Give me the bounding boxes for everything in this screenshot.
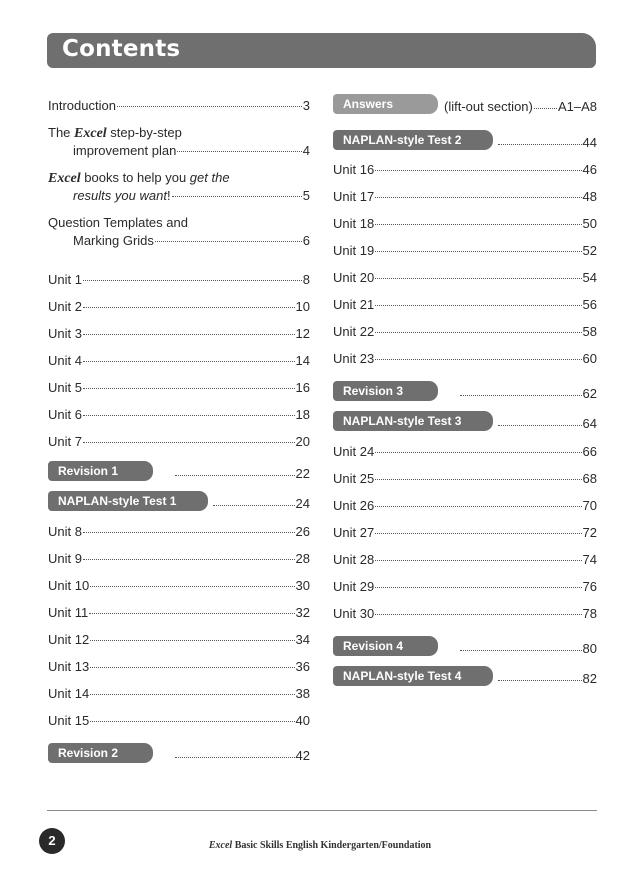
toc-entry-unit[interactable]: Unit 22 58: [333, 324, 597, 339]
toc-entry-unit[interactable]: Unit 25 68: [333, 471, 597, 486]
revision-tab: Revision 1: [48, 461, 153, 481]
footer-divider: [47, 810, 597, 811]
dot-leader: [460, 395, 582, 396]
dot-leader: [83, 280, 302, 281]
toc-entry-unit[interactable]: Unit 3 12: [48, 326, 310, 341]
dot-leader: [375, 452, 581, 453]
dot-leader: [375, 224, 581, 225]
toc-entry-unit[interactable]: Unit 6 18: [48, 407, 310, 422]
excel-brand: Excel: [208, 840, 233, 851]
contents-banner: [47, 33, 596, 68]
dot-leader: [90, 667, 294, 668]
dot-leader: [177, 151, 301, 152]
dot-leader: [375, 560, 581, 561]
excel-brand: Excel: [74, 126, 107, 141]
dot-leader: [90, 721, 294, 722]
dot-leader: [375, 332, 581, 333]
toc-entry-unit[interactable]: Unit 26 70: [333, 498, 597, 513]
toc-entry-unit[interactable]: Unit 4 14: [48, 353, 310, 368]
toc-entry-unit[interactable]: Unit 7 20: [48, 434, 310, 449]
toc-entry-revision-1[interactable]: Revision 1 22: [48, 461, 310, 481]
toc-entry-unit[interactable]: Unit 14 38: [48, 686, 310, 701]
naplan-tab: NAPLAN-style Test 1: [48, 491, 208, 511]
toc-entry-introduction[interactable]: Introduction 3: [48, 98, 310, 113]
excel-brand: Excel: [48, 171, 81, 186]
dot-leader: [83, 388, 295, 389]
toc-entry-naplan-3[interactable]: NAPLAN-style Test 3 64: [333, 411, 597, 431]
dot-leader: [117, 106, 302, 107]
toc-entry-unit[interactable]: Unit 20 54: [333, 270, 597, 285]
dot-leader: [375, 359, 581, 360]
dot-leader: [375, 170, 581, 171]
toc-entry-revision-4[interactable]: Revision 4 80: [333, 636, 597, 656]
dot-leader: [498, 680, 582, 681]
dot-leader: [460, 650, 582, 651]
dot-leader: [375, 197, 581, 198]
dot-leader: [83, 307, 295, 308]
toc-entry-unit[interactable]: Unit 17 48: [333, 189, 597, 204]
dot-leader: [375, 251, 581, 252]
dot-leader: [375, 587, 581, 588]
toc-entry-unit[interactable]: Unit 13 36: [48, 659, 310, 674]
dot-leader: [83, 415, 295, 416]
toc-entry-unit[interactable]: Unit 8 26: [48, 524, 310, 539]
toc-entry-unit[interactable]: Unit 1 8: [48, 272, 310, 287]
toc-entry-unit[interactable]: Unit 24 66: [333, 444, 597, 459]
page-number-badge: 2: [39, 828, 65, 854]
toc-entry-unit[interactable]: Unit 18 50: [333, 216, 597, 231]
dot-leader: [90, 640, 294, 641]
toc-entry-revision-3[interactable]: Revision 3 62: [333, 381, 597, 401]
dot-leader: [90, 694, 294, 695]
dot-leader: [375, 533, 581, 534]
answers-tab: Answers: [333, 94, 438, 114]
footer-book-title: Excel Basic Skills English Kindergarten/Foundation: [208, 840, 432, 851]
toc-entry-unit[interactable]: Unit 28 74: [333, 552, 597, 567]
revision-tab: Revision 3: [333, 381, 438, 401]
toc-entry-revision-2[interactable]: Revision 2 42: [48, 743, 310, 763]
toc-entry-unit[interactable]: Unit 19 52: [333, 243, 597, 258]
toc-entry-unit[interactable]: Unit 11 32: [48, 605, 310, 620]
toc-entry-unit[interactable]: Unit 16 46: [333, 162, 597, 177]
dot-leader: [498, 425, 582, 426]
toc-entry-unit[interactable]: Unit 15 40: [48, 713, 310, 728]
toc-entry-unit[interactable]: Unit 9 28: [48, 551, 310, 566]
naplan-tab: NAPLAN-style Test 4: [333, 666, 493, 686]
dot-leader: [375, 614, 581, 615]
toc-entry-unit[interactable]: Unit 27 72: [333, 525, 597, 540]
dot-leader: [83, 532, 295, 533]
dot-leader: [375, 278, 581, 279]
revision-tab: Revision 2: [48, 743, 153, 763]
dot-leader: [175, 475, 295, 476]
dot-leader: [375, 305, 581, 306]
toc-entry-unit[interactable]: Unit 2 10: [48, 299, 310, 314]
toc-entry-unit[interactable]: Unit 29 76: [333, 579, 597, 594]
dot-leader: [83, 442, 295, 443]
page-title: Contents: [62, 36, 181, 62]
toc-entry-answers[interactable]: Answers (lift-out section) A1–A8: [333, 94, 597, 114]
dot-leader: [155, 241, 302, 242]
naplan-tab: NAPLAN-style Test 3: [333, 411, 493, 431]
dot-leader: [498, 144, 582, 145]
dot-leader: [534, 108, 557, 109]
toc-entry-unit[interactable]: Unit 23 60: [333, 351, 597, 366]
toc-entry-naplan-4[interactable]: NAPLAN-style Test 4 82: [333, 666, 597, 686]
toc-entry-unit[interactable]: Unit 10 30: [48, 578, 310, 593]
dot-leader: [172, 196, 302, 197]
toc-entry-naplan-1[interactable]: NAPLAN-style Test 1 24: [48, 491, 310, 511]
toc-entry-naplan-2[interactable]: NAPLAN-style Test 2 44: [333, 130, 597, 150]
dot-leader: [83, 361, 295, 362]
dot-leader: [83, 334, 295, 335]
dot-leader: [90, 586, 294, 587]
dot-leader: [175, 757, 295, 758]
dot-leader: [89, 613, 294, 614]
toc-entry-unit[interactable]: Unit 21 56: [333, 297, 597, 312]
dot-leader: [375, 506, 581, 507]
toc-entry-unit[interactable]: Unit 12 34: [48, 632, 310, 647]
naplan-tab: NAPLAN-style Test 2: [333, 130, 493, 150]
toc-entry-unit[interactable]: Unit 5 16: [48, 380, 310, 395]
revision-tab: Revision 4: [333, 636, 438, 656]
toc-entry-unit[interactable]: Unit 30 78: [333, 606, 597, 621]
dot-leader: [375, 479, 581, 480]
dot-leader: [213, 505, 295, 506]
dot-leader: [83, 559, 295, 560]
